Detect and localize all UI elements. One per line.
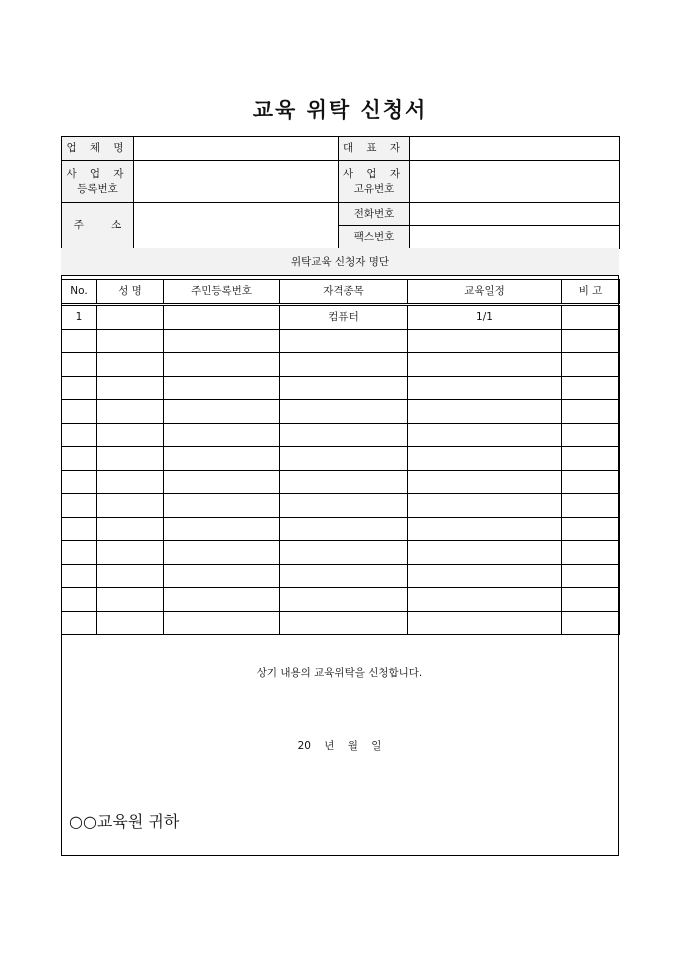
cell-name[interactable] — [97, 517, 164, 541]
cell-schedule[interactable] — [408, 611, 562, 635]
cell-remarks[interactable] — [562, 423, 620, 447]
business-id-label-line2: 고유번호 — [353, 182, 395, 195]
business-id-label-line1: 사 업 자 — [342, 168, 406, 181]
cell-remarks[interactable] — [562, 564, 620, 588]
cell-qualification[interactable] — [280, 564, 408, 588]
cell-schedule[interactable] — [408, 400, 562, 424]
cell-no[interactable] — [62, 541, 97, 565]
cell-qualification[interactable] — [280, 447, 408, 471]
cell-qualification[interactable]: 컴퓨터 — [280, 305, 408, 330]
cell-remarks[interactable] — [562, 541, 620, 565]
cell-remarks[interactable] — [562, 470, 620, 494]
cell-name[interactable] — [97, 423, 164, 447]
phone-field[interactable] — [410, 203, 620, 226]
company-info-table — [61, 136, 620, 249]
table-row — [62, 541, 620, 565]
cell-no[interactable] — [62, 423, 97, 447]
cell-remarks[interactable] — [562, 376, 620, 400]
cell-no[interactable] — [62, 564, 97, 588]
cell-schedule[interactable] — [408, 447, 562, 471]
cell-qualification[interactable] — [280, 400, 408, 424]
cell-name[interactable] — [97, 329, 164, 353]
business-id-field[interactable] — [410, 161, 620, 203]
cell-schedule[interactable] — [408, 564, 562, 588]
header-schedule: 교육일정 — [408, 280, 562, 305]
header-qualification: 자격종목 — [280, 280, 408, 305]
header-remarks: 비 고 — [562, 280, 620, 305]
cell-schedule[interactable] — [408, 541, 562, 565]
table-row — [62, 305, 620, 330]
company-name-label: 업 체 명 — [62, 137, 134, 161]
header-resident-number: 주민등록번호 — [164, 280, 280, 305]
fax-field[interactable] — [410, 226, 620, 249]
cell-no[interactable] — [62, 517, 97, 541]
cell-schedule[interactable] — [408, 494, 562, 518]
cell-qualification[interactable] — [280, 494, 408, 518]
cell-resident-number[interactable] — [164, 447, 280, 471]
cell-qualification[interactable] — [280, 611, 408, 635]
table-row — [62, 447, 620, 471]
application-notice: 상기 내용의 교육위탁을 신청합니다. — [256, 667, 423, 679]
table-row — [62, 494, 620, 518]
application-date[interactable]: 20 년 월 일 — [297, 740, 382, 752]
cell-name[interactable] — [97, 494, 164, 518]
business-registration-label-line1: 사 업 자 — [66, 168, 129, 181]
cell-no[interactable] — [62, 353, 97, 377]
table-row — [62, 423, 620, 447]
cell-schedule[interactable] — [408, 517, 562, 541]
cell-name[interactable] — [97, 541, 164, 565]
cell-qualification[interactable] — [280, 470, 408, 494]
cell-qualification[interactable] — [280, 376, 408, 400]
cell-remarks[interactable] — [562, 353, 620, 377]
cell-remarks[interactable] — [562, 305, 620, 330]
table-row — [62, 376, 620, 400]
table-row — [62, 517, 620, 541]
phone-label: 전화번호 — [339, 203, 410, 226]
cell-resident-number[interactable] — [164, 517, 280, 541]
header-no: No. — [62, 280, 97, 305]
cell-qualification[interactable] — [280, 423, 408, 447]
cell-resident-number[interactable] — [164, 611, 280, 635]
cell-qualification[interactable] — [280, 353, 408, 377]
table-row — [62, 470, 620, 494]
company-name-field[interactable] — [134, 137, 339, 161]
cell-qualification[interactable] — [280, 541, 408, 565]
cell-no[interactable] — [62, 611, 97, 635]
cell-name[interactable] — [97, 588, 164, 612]
cell-name[interactable] — [97, 353, 164, 377]
cell-remarks[interactable] — [562, 329, 620, 353]
cell-remarks[interactable] — [562, 588, 620, 612]
cell-resident-number[interactable] — [164, 494, 280, 518]
document-title: 교육 위탁 신청서 — [252, 98, 428, 122]
cell-schedule[interactable]: 1/1 — [408, 305, 562, 330]
cell-no[interactable] — [62, 329, 97, 353]
table-row — [62, 588, 620, 612]
business-registration-label-line2: 등록번호 — [77, 182, 118, 195]
table-row — [62, 611, 620, 635]
cell-qualification[interactable] — [280, 588, 408, 612]
cell-remarks[interactable] — [562, 611, 620, 635]
cell-no[interactable] — [62, 376, 97, 400]
cell-resident-number[interactable] — [164, 353, 280, 377]
recipient-line: ○○교육원 귀하 — [69, 812, 180, 831]
cell-no[interactable] — [62, 400, 97, 424]
cell-no[interactable] — [62, 470, 97, 494]
cell-schedule[interactable] — [408, 588, 562, 612]
cell-schedule[interactable] — [408, 470, 562, 494]
cell-resident-number[interactable] — [164, 541, 280, 565]
roster-banner: 위탁교육 신청자 명단 — [61, 248, 619, 276]
cell-resident-number[interactable] — [164, 423, 280, 447]
representative-label: 대 표 자 — [339, 137, 410, 161]
fax-label: 팩스번호 — [339, 226, 410, 249]
cell-no[interactable] — [62, 494, 97, 518]
business-registration-field[interactable] — [134, 161, 339, 203]
roster-rows — [62, 305, 620, 635]
table-row — [62, 564, 620, 588]
application-form — [61, 136, 619, 856]
cell-resident-number[interactable] — [164, 588, 280, 612]
cell-remarks[interactable] — [562, 400, 620, 424]
cell-remarks[interactable] — [562, 447, 620, 471]
cell-name[interactable] — [97, 400, 164, 424]
cell-schedule[interactable] — [408, 329, 562, 353]
roster-table — [61, 279, 620, 635]
table-row — [62, 400, 620, 424]
cell-name[interactable] — [97, 564, 164, 588]
cell-name[interactable] — [97, 305, 164, 330]
cell-qualification[interactable] — [280, 329, 408, 353]
address-field[interactable] — [134, 203, 339, 249]
cell-resident-number[interactable] — [164, 305, 280, 330]
cell-qualification[interactable] — [280, 517, 408, 541]
business-registration-label — [62, 161, 134, 203]
cell-resident-number[interactable] — [164, 470, 280, 494]
cell-schedule[interactable] — [408, 376, 562, 400]
cell-resident-number[interactable] — [164, 329, 280, 353]
cell-name[interactable] — [97, 611, 164, 635]
cell-resident-number[interactable] — [164, 564, 280, 588]
cell-resident-number[interactable] — [164, 376, 280, 400]
cell-schedule[interactable] — [408, 423, 562, 447]
cell-no[interactable] — [62, 447, 97, 471]
cell-remarks[interactable] — [562, 494, 620, 518]
cell-name[interactable] — [97, 447, 164, 471]
cell-name[interactable] — [97, 470, 164, 494]
cell-remarks[interactable] — [562, 517, 620, 541]
address-label: 주 소 — [62, 203, 134, 249]
cell-no[interactable] — [62, 588, 97, 612]
cell-schedule[interactable] — [408, 353, 562, 377]
header-name: 성 명 — [97, 280, 164, 305]
table-row — [62, 329, 620, 353]
cell-resident-number[interactable] — [164, 400, 280, 424]
representative-field[interactable] — [410, 137, 620, 161]
business-id-label — [339, 161, 410, 203]
cell-name[interactable] — [97, 376, 164, 400]
cell-no[interactable]: 1 — [62, 305, 97, 330]
table-row — [62, 353, 620, 377]
